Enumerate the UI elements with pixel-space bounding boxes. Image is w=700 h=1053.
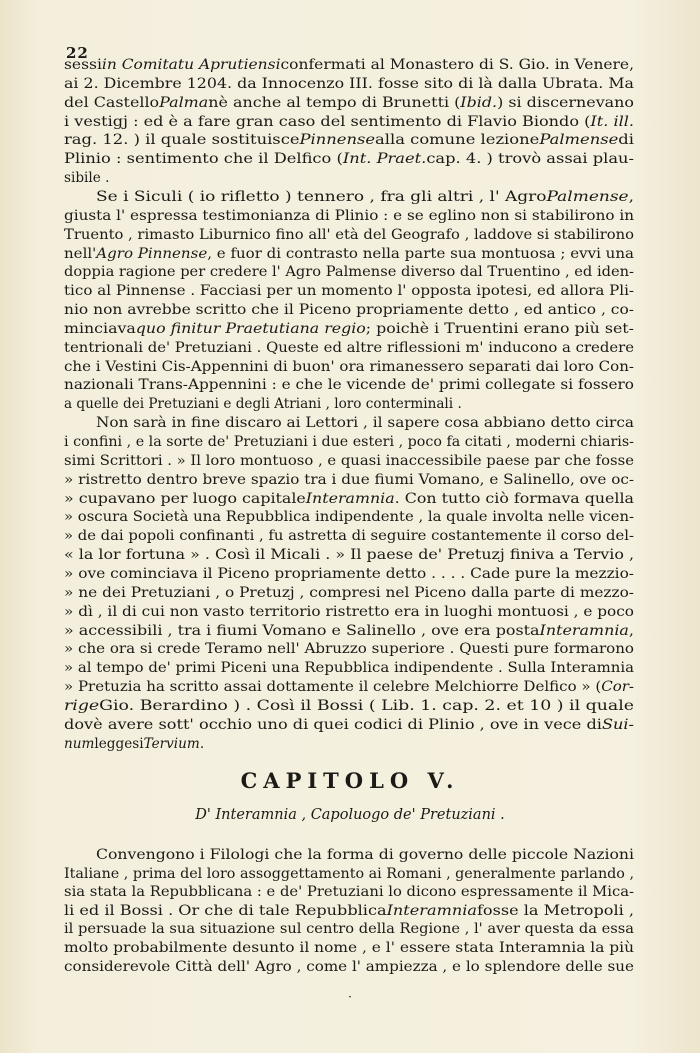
text-line-content <box>64 508 634 527</box>
text-line-content <box>64 226 634 245</box>
text-run: fosse la Metropoli , <box>476 902 634 919</box>
text-run: » dì , il di cui non vasto territorio ristretto era in luoghi montuosi , e poco <box>64 603 634 620</box>
text-line-content <box>64 471 634 490</box>
text-run: giusta l' espressa testimonianza di Plinio : e se eglino non si stabilirono in <box>64 207 634 224</box>
text-run: sibile . <box>64 170 110 187</box>
text-run: » cupavano per luogo capitale <box>64 490 306 507</box>
text-line-content <box>64 546 634 565</box>
text-run: » al tempo de' primi Piceni una Repubblica indipendente . Sulla Interamnia <box>64 660 634 677</box>
text-line-content <box>64 939 634 958</box>
text-line-content <box>64 883 634 902</box>
text-line-content <box>64 56 634 75</box>
text-line-content <box>64 584 634 603</box>
italic-text: Cor- <box>601 679 634 696</box>
italic-text: num <box>64 735 95 752</box>
text-line-content <box>96 188 634 207</box>
italic-text: quo finitur Praetutiana regio <box>135 320 366 337</box>
text-run: » che ora si crede Teramo nell' Abruzzo superiore . Questi pure formarono <box>64 641 634 658</box>
text-line-content <box>64 920 634 939</box>
italic-text: Sui- <box>601 716 634 733</box>
text-line-content <box>64 169 109 188</box>
italic-text: rige <box>64 697 100 714</box>
text-line-content <box>64 678 634 697</box>
text-run: » ristretto dentro breve spazio tra i due fiumi Vomano, e Salinello, ove oc- <box>64 471 634 488</box>
text-line-content <box>64 245 634 264</box>
text-run: i confini , e la sorte de' Pretuziani i due esteri , poco fa citati , moderni chiaris- <box>64 434 634 450</box>
italic-text: Palmense <box>539 132 619 149</box>
text-run: a quelle dei Pretuziani e degli Atriani , loro conterminali . <box>64 396 462 413</box>
text-run: tico al Pinnense . Facciasi per un momento l' opposta ipotesi, ed allora Pli- <box>64 283 634 300</box>
page-number: 22 <box>66 44 89 62</box>
text-run: doppia ragione per credere l' Agro Palmense diverso dal Truentino , ed iden- <box>64 264 634 281</box>
text-line-content <box>64 207 634 226</box>
text-run: . Con tutto ciò formava quella <box>394 490 634 507</box>
page-end-mark: · <box>348 990 352 1004</box>
text-line-content <box>64 527 634 546</box>
italic-text: Ibid. <box>460 94 498 111</box>
text-line-content <box>64 865 634 884</box>
text-run: confermati al Monastero di S. Gio. in Venere, <box>280 57 634 73</box>
text-line-content <box>64 301 634 320</box>
text-line-content <box>64 358 634 377</box>
chapter-title: CAPITOLO V. <box>240 768 460 793</box>
text-line-content <box>64 113 634 132</box>
text-line-content <box>64 735 204 754</box>
text-run: « la lor fortuna » . Così il Micali . » Il paese de' Pretuzj finiva a Tervio , <box>64 547 634 564</box>
text-line-content <box>64 452 634 471</box>
italic-text: Palma <box>159 94 209 111</box>
text-run: . <box>199 735 205 752</box>
text-run: minciava <box>64 320 136 337</box>
text-run: , <box>628 622 634 639</box>
text-run: Se i Siculi ( io rifletto ) tennero , fra gli altri , l' Agro <box>96 188 547 205</box>
italic-text: Agro Pinnense <box>96 245 208 262</box>
text-run: Plinio : sentimento che il Delfico ( <box>64 151 343 168</box>
text-run: sessi <box>64 57 102 73</box>
text-line-content <box>64 622 634 641</box>
text-run: che i Vestini Cis-Appennini di buon' ora rimanessero separati dai loro Con- <box>64 358 634 375</box>
text-line-content <box>64 282 634 301</box>
text-run: ai 2. Dicembre 1204. da Innocenzo III. fosse sito di là dalla Ubrata. Ma <box>64 75 634 92</box>
text-run: sia stata la Repubblicana : e de' Pretuziani lo dicono espressamente il Mica- <box>64 884 634 901</box>
text-run: dovè avere sott' occhio uno di quei codici di Plinio , ove in vece di <box>64 716 602 733</box>
text-run: molto probabilmente desunto il nome , e l' essere stata Interamnia la più <box>64 940 634 956</box>
text-run: Truento , rimasto Liburnico fino all' età del Geografo , laddove si stabilirono <box>64 226 634 243</box>
italic-text: It. ill. <box>590 113 634 130</box>
italic-text: Interamnia <box>386 902 477 919</box>
text-run: » de dai popoli confinanti , fu astretta di seguire costantemente il corso del- <box>64 528 634 545</box>
text-line-content <box>64 131 634 150</box>
text-line-content <box>64 640 634 659</box>
text-run: del Castello <box>64 94 160 111</box>
text-line-content <box>64 75 634 94</box>
text-line-content <box>96 846 634 865</box>
text-run: » Pretuzia ha scritto assai dottamente il celebre Melchiorre Delfico » ( <box>64 679 602 696</box>
text-line-content <box>64 320 634 339</box>
text-run: Non sarà in fine discaro ai Lettori , il sapere cosa abbiano detto circa <box>96 415 634 432</box>
italic-text: Palmense <box>546 188 629 205</box>
text-run: nazionali Trans-Appennini : e che le vicende de' primi collegate si fossero <box>64 377 634 394</box>
text-line-content <box>64 902 634 921</box>
text-run: rag. 12. ) il quale sostituisce <box>64 132 300 149</box>
text-run: , e fuor di contrasto nella parte sua montuosa ; evvi una <box>207 245 634 262</box>
text-run: nell' <box>64 245 97 262</box>
text-run: nio non avrebbe scritto che il Piceno propriamente detto , ed antico , co- <box>64 302 634 319</box>
text-line-content <box>64 716 634 735</box>
italic-text: Tervium <box>143 735 200 752</box>
text-run: Gio. Berardino ) . Così il Bossi ( Lib. 1. cap. 2. et 10 ) il quale <box>99 697 634 714</box>
chapter-subtitle: D' Interamnia , Capoluogo de' Pretuziani . <box>195 807 505 823</box>
text-run: » ne dei Pretuziani , o Pretuzj , compresi nel Piceno dalla parte di mezzo- <box>64 584 634 601</box>
text-line-content <box>64 395 462 414</box>
text-run: il persuade la sua situazione sul centro della Regione , l' aver questa da essa <box>64 921 634 938</box>
italic-text: Int. Praet. <box>342 151 427 168</box>
text-run: tentrionali de' Pretuziani . Queste ed altre riflessioni m' inducono a credere <box>64 339 634 356</box>
text-line-content <box>64 565 634 584</box>
text-run: » ove cominciava il Piceno propriamente detto . . . . Cade pure la mezzio- <box>64 565 634 582</box>
text-line-content <box>64 490 634 509</box>
text-run: i vestigj : ed è a fare gran caso del sentimento di Flavio Biondo ( <box>64 113 591 130</box>
text-line-content <box>64 958 634 977</box>
text-run: di <box>618 132 634 149</box>
text-line-content <box>64 94 634 113</box>
italic-text: Interamnia <box>539 622 629 639</box>
text-run: , <box>628 188 634 205</box>
text-run: ) si discernevano <box>497 94 634 111</box>
text-run: li ed il Bossi . Or che di tale Repubblica <box>64 902 387 919</box>
text-run: leggesi <box>94 735 144 752</box>
text-run: alla comune lezione <box>375 132 540 149</box>
italic-text: Interamnia <box>305 490 395 507</box>
italic-text: in Comitatu Aprutiensi <box>101 57 281 73</box>
text-line-content <box>64 697 634 716</box>
text-line-content <box>64 433 634 452</box>
text-run: Convengono i Filologi che la forma di governo delle piccole Nazioni <box>96 847 634 863</box>
text-run: simi Scrittori . » Il loro montuoso , e quasi inaccessibile paese par che fosse <box>64 452 634 469</box>
text-line-content <box>64 603 634 622</box>
text-line-content <box>64 150 634 169</box>
text-run: » accessibili , tra i fiumi Vomano e Salinello , ove era posta <box>64 622 540 639</box>
text-run: Italiane , prima del loro assoggettamento ai Romani , generalmente parlando , <box>64 865 634 882</box>
text-line-content <box>64 263 634 282</box>
text-run: considerevole Città dell' Agro , come l' ampiezza , e lo splendore delle sue <box>64 958 634 975</box>
italic-text: Pinnense <box>299 132 376 149</box>
text-run: » oscura Società una Repubblica indipendente , la quale involta nelle vicen- <box>64 509 634 526</box>
text-line-content <box>64 376 634 395</box>
text-run: cap. 4. ) trovò assai plau- <box>426 151 634 168</box>
text-line-content <box>96 414 634 433</box>
text-run: ; poichè i Truentini erano più set- <box>365 320 634 337</box>
text-line-content <box>64 339 634 358</box>
text-run: nè anche al tempo di Brunetti ( <box>208 94 461 111</box>
text-line-content <box>64 659 634 678</box>
